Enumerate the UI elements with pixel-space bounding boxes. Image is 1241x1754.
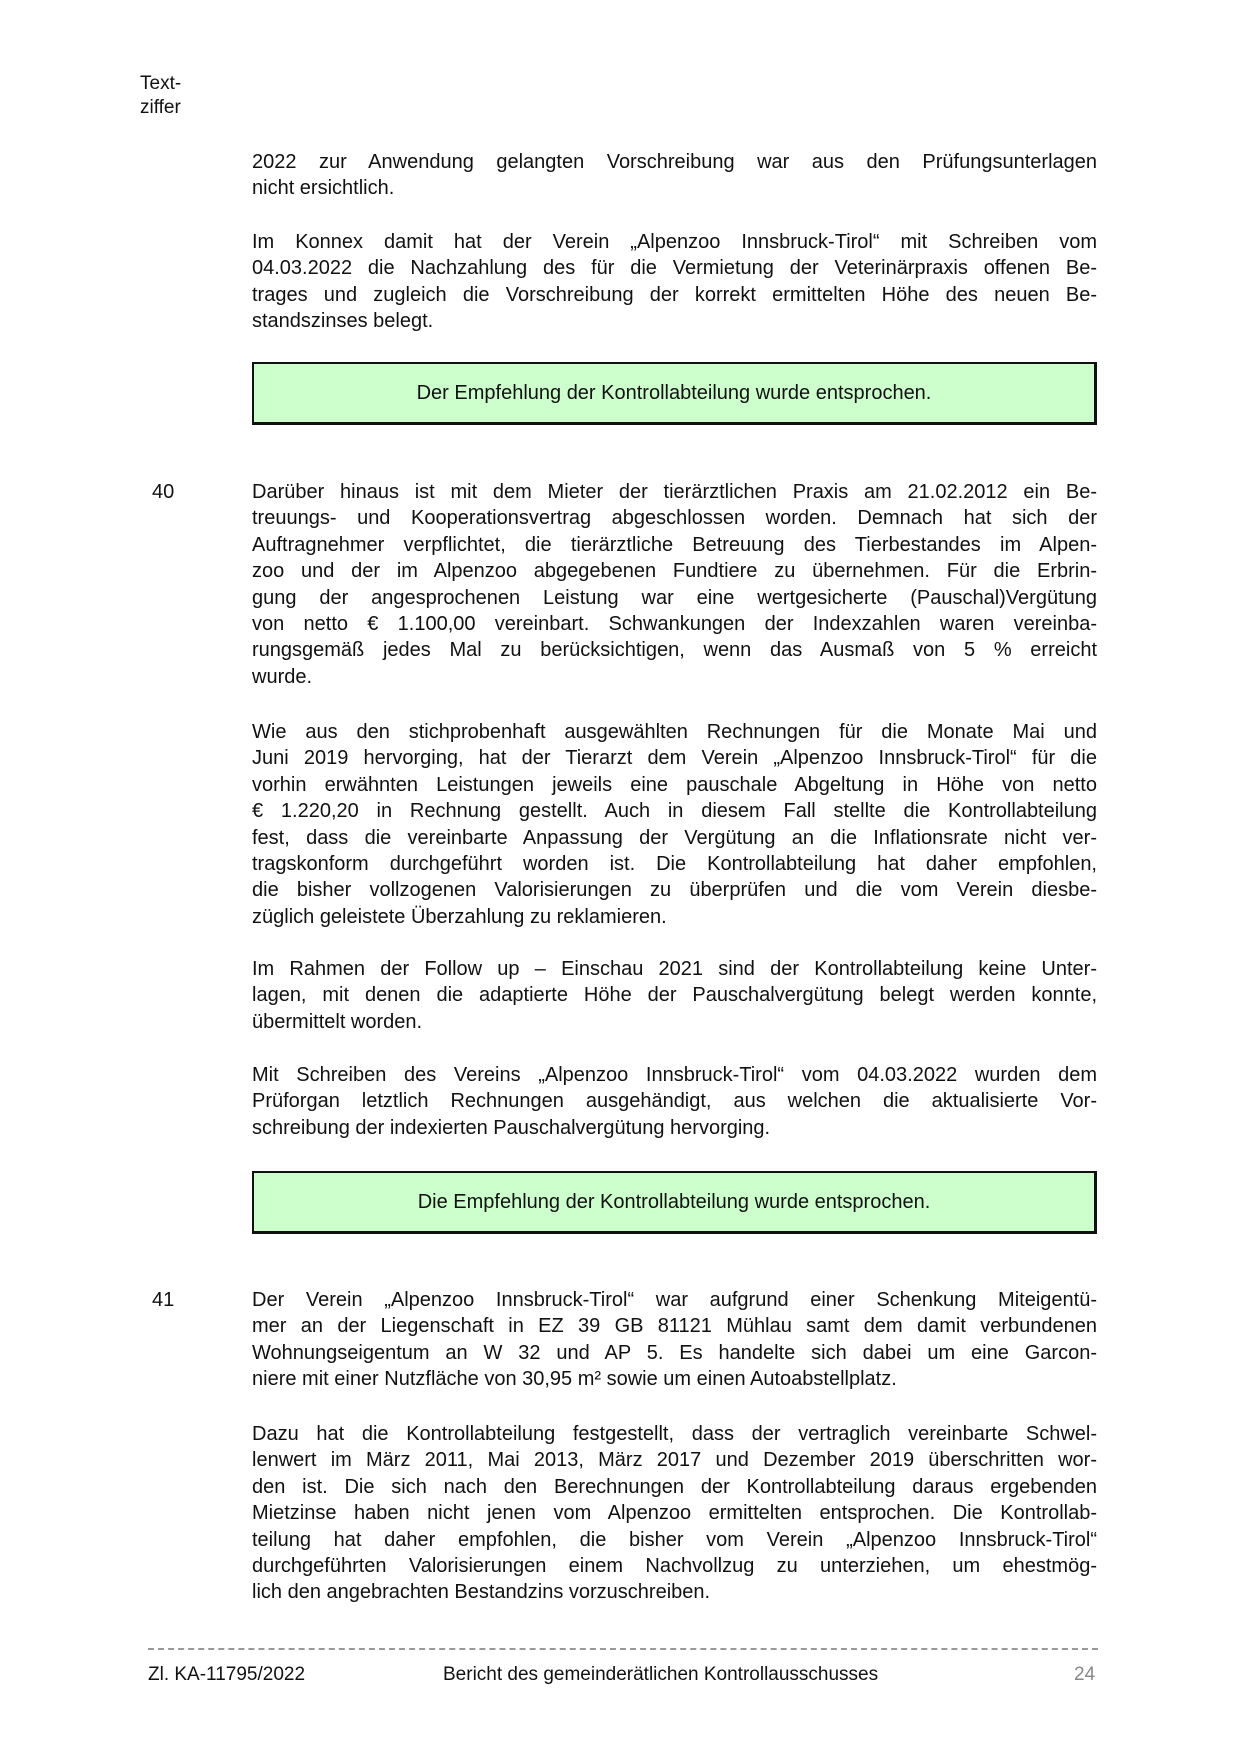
paragraph [252,149,1097,202]
paragraph-line: Im Rahmen der Follow up – Einschau 2021 sind der Kontrollabteilung keine Unter- [252,958,1097,980]
paragraph [252,229,1097,335]
margin-label-line: Text- [140,73,182,94]
paragraph-line: treuungs- und Kooperationsvertrag abgeschlossen worden. Demnach hat sich der [252,507,1097,530]
paragraph-line: Prüforgan letztlich Rechnungen ausgehändigt, aus welchen die aktualisierte Vor- [252,1090,1097,1113]
paragraph [252,1062,1097,1141]
recommendation-box: Der Empfehlung der Kontrollabteilung wurde entsprochen. [252,362,1097,425]
paragraph-line: Der Verein „Alpenzoo Innsbruck-Tirol“ war aufgrund einer Schenkung Miteigentü- [252,1289,1097,1311]
paragraph-line: zoo und der im Alpenzoo abgegebenen Fundtiere zu übernehmen. Für die Erbrin- [252,560,1097,583]
paragraph-line: Auftragnehmer verpflichtet, die tierärztliche Betreuung des Tierbestandes im Alpen- [252,533,1097,556]
paragraph-line: nicht ersichtlich. [252,177,395,200]
paragraph-line: schreibung der indexierten Pauschalvergütung hervorging. [252,1116,771,1139]
paragraph-line: vorhin erwähnten Leistungen jeweils eine pauschale Abgeltung in Höhe von netto [252,773,1097,796]
paragraph-line: rungsgemäß jedes Mal zu berücksichtigen, wenn das Ausmaß von 5 % erreicht [252,639,1097,662]
paragraph-line: lenwert im März 2011, Mai 2013, März 2017 und Dezember 2019 überschritten wor- [252,1449,1097,1472]
paragraph-line: Mit Schreiben des Vereins „Alpenzoo Innsbruck-Tirol“ vom 04.03.2022 wurden dem [252,1064,1097,1086]
paragraph-line: Mietzinse haben nicht jenen vom Alpenzoo ermittelten entsprochen. Die Kontrollab- [252,1502,1097,1525]
paragraph-line: Wohnungseigentum an W 32 und AP 5. Es handelte sich dabei um eine Garcon- [252,1341,1097,1364]
paragraph-line: € 1.220,20 in Rechnung gestellt. Auch in diesem Fall stellte die Kontrollabteilung [252,800,1097,823]
paragraph-line: teilung hat daher empfohlen, die bisher vom Verein „Alpenzoo Innsbruck-Tirol“ [252,1528,1097,1551]
paragraph-line: wurde. [252,665,313,688]
footer-divider [148,1648,1098,1650]
paragraph-line: Juni 2019 hervorging, hat der Tierarzt dem Verein „Alpenzoo Innsbruck-Tirol“ für die [252,747,1097,770]
paragraph-line: tragskonform durchgeführt worden ist. Die Kontrollabteilung hat daher empfohlen, [252,853,1097,876]
paragraph-line: Darüber hinaus ist mit dem Mieter der tierärztlichen Praxis am 21.02.2012 ein Be- [252,481,1097,503]
paragraph-line: Dazu hat die Kontrollabteilung festgestellt, dass der vertraglich vereinbarte Schwel- [252,1423,1097,1445]
paragraph-line: gung der angesprochenen Leistung war eine wertgesicherte (Pauschal)Vergütung [252,586,1097,609]
paragraph [252,1287,1097,1393]
paragraph-line: standszinses belegt. [252,310,434,333]
paragraph-line: lagen, mit denen die adaptierte Höhe der Pauschalvergütung belegt werden konnte, [252,984,1097,1007]
margin-label [140,72,181,120]
paragraph-line: durchgeführten Valorisierungen einem Nachvollzug zu unterziehen, um ehestmög- [252,1555,1097,1578]
paragraph-line: trages und zugleich die Vorschreibung der korrekt ermittelten Höhe des neuen Be- [252,283,1097,306]
paragraph-line: mer an der Liegenschaft in EZ 39 GB 81121 Mühlau samt dem damit verbundenen [252,1315,1097,1338]
page-number: 24 [1074,1664,1096,1685]
paragraph-line: den ist. Die sich nach den Berechnungen der Kontrollabteilung daraus ergebenden [252,1475,1097,1498]
paragraph-line: 2022 zur Anwendung gelangten Vorschreibung war aus den Prüfungsunterlagen [252,151,1097,173]
text-number: 41 [152,1289,175,1311]
paragraph-line: niere mit einer Nutzfläche von 30,95 m² sowie um einen Autoabstellplatz. [252,1368,897,1391]
paragraph-line: die bisher vollzogenen Valorisierungen zu überprüfen und die vom Verein diesbe- [252,879,1097,902]
margin-label-line: ziffer [140,97,181,118]
footer-title: Bericht des gemeinderätlichen Kontrollausschusses [443,1664,879,1685]
paragraph-line: Wie aus den stichprobenhaft ausgewählten Rechnungen für die Monate Mai und [252,721,1097,743]
paragraph [252,956,1097,1035]
paragraph [252,1421,1097,1606]
paragraph-line: Im Konnex damit hat der Verein „Alpenzoo Innsbruck-Tirol“ mit Schreiben vom [252,231,1097,253]
paragraph [252,719,1097,930]
paragraph-line: 04.03.2022 die Nachzahlung des für die Vermietung der Veterinärpraxis offenen Be- [252,257,1097,280]
paragraph [252,479,1097,690]
text-number: 40 [152,481,175,503]
paragraph-line: von netto € 1.100,00 vereinbart. Schwankungen der Indexzahlen waren vereinba- [252,613,1097,636]
recommendation-box: Die Empfehlung der Kontrollabteilung wurde entsprochen. [252,1171,1097,1234]
paragraph-line: züglich geleistete Überzahlung zu reklamieren. [252,905,667,928]
paragraph-line: fest, dass die vereinbarte Anpassung der Vergütung an die Inflationsrate nicht ver- [252,826,1097,849]
paragraph-line: lich den angebrachten Bestandzins vorzuschreiben. [252,1581,711,1604]
footer-reference: Zl. KA-11795/2022 [148,1664,306,1685]
paragraph-line: übermittelt worden. [252,1010,423,1033]
